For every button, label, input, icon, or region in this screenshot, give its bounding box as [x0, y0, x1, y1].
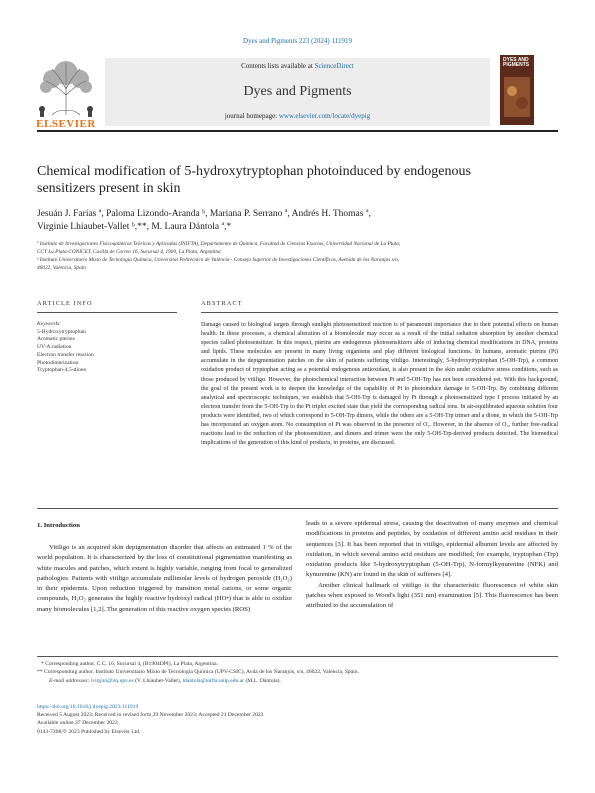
email-name-1: (V. Lhiaubet-Vallet),	[133, 677, 183, 684]
intro-right-paragraph-2: Another clinical hallmark of vitiligo is the characteristic fluorescence of white skin patches when exposed to Wood's light (351 nm) examination [5]. This fluorescence has been attributed to the accumulation of	[306, 581, 558, 610]
journal-reference[interactable]: Dyes and Pigments 223 (2024) 111919	[243, 37, 352, 45]
elsevier-wordmark: ELSEVIER	[36, 118, 96, 130]
contents-line	[105, 62, 490, 70]
publication-info	[37, 703, 337, 736]
copyright: 0143-7208/© 2023 Published by Elsevier Ltd.	[37, 728, 141, 735]
abstract-rule	[201, 312, 558, 313]
affiliation-a-line-1: ª Instituto de Investigaciones Fisicoquímicas Teóricas y Aplicadas (INIFTA), Departamento de Química, Facultad de Ciencias Exactas, Universidad Nacional de La Plata,	[37, 241, 401, 247]
keywords-block	[37, 321, 177, 375]
keywords-label: Keywords:	[37, 321, 62, 327]
abstract-bottom-rule	[37, 508, 558, 509]
intro-right-column	[306, 519, 558, 612]
abstract-text: Damage caused to biological targets through sunlight photosensitized reaction is of paramount importance due to their potential effects on human health. In these processes, a chemical alteration of a biomolecule may occur as a result of the initial radiation absorption by another chemical species called photosensitizer. In this respect, pterins are endogenous photosensitizers able of inducing chemical modifications in DNA, proteins and lipids. These molecules are present in many living organisms and play different biological functions. In humans, aromatic pterins (Pt) accumulate in the depigmentation patches on the skin of patients suffering vitiligo. Interestingly, 5-hydroxytryptophan (5-OH-Trp), a common oxidation product of tryptophan acting as a potential endogenous antioxidant, is also present in the skin under oxidative stress conditions, such as those produced by vitiligo. However, the photochemical interaction between Pt and 5-OH-Trp has not been considered yet. With this background, the goal of the present work is to deepen the knowledge of the capability of Pt to photoinduce damage to 5-OH-Trp. By combining different analytical and spectroscopic techniques, we establish that 5-OH-Trp is damaged by Pt through a photosensitized type I process initiated by an electron transfer from the 5-OH-Trp to the Pt triplet excited state that yield the corresponding radical ions. In air-equilibrated aqueous solution four products were identified, two of which correspond to 5-OH-Trp dimers, while the others are a 5-OH-Trp trimer and a dione, in which the 5-OH-Trp has incorporated an oxygen atom. No consumption of Pt was observed in the presence of O₂. However, in the absence of O₂, further free-radical reactions lead to the reduction of the photosensitizer, and dimers and trimer were the only 5-OH-Trp-derived products detected. The biomedical implications of the generation of this kind of products, in proteins, are discussed.	[201, 322, 558, 447]
doi-link[interactable]: https://doi.org/10.1016/j.dyepig.2023.111919	[37, 704, 139, 710]
available-online: Available online 27 December 2023	[37, 720, 118, 727]
footnote-rule	[37, 656, 558, 657]
author-list	[37, 208, 557, 234]
email-link-2[interactable]: ldantola@inifta.unlp.edu.ar	[182, 677, 245, 684]
homepage-line	[105, 112, 490, 120]
affiliation-b-line-2: 46022, Valencia, Spain	[37, 265, 86, 271]
elsevier-tree-logo	[32, 55, 100, 125]
article-info-heading: ARTICLE INFO	[37, 300, 93, 307]
homepage-prefix: journal homepage:	[224, 112, 279, 120]
corresponding-author-1: * Corresponding author. C.C. 16, Sucursal 4, (B1904DPI), La Plata, Argentina.	[41, 661, 219, 667]
footnotes	[37, 660, 557, 685]
sciencedirect-link[interactable]: ScienceDirect	[314, 62, 354, 70]
section-heading-introduction: 1. Introduction	[37, 522, 80, 529]
header-rule	[37, 130, 558, 132]
intro-left-column: Vitiligo is an acquired skin depigmentation disorder that affects an estimated 1 % of the world population. It is characterized by the loss of constitutional pigmentation manifesting as white macules and patches, which extent is highly variable, ranging from focal to generalized pathologies. Patients with vitiligo accumulate millimolar levels of hydrogen peroxide (H₂O₂) in their epidermis. Upon reduction triggered by transition metal cations, or some organic compounds, H₂O₂ generates the highly reactive hydroxyl radical (HO•) that is able to oxidize many biomolecules [1,2]. The generation of this reactive oxygen species (ROS)	[37, 544, 292, 613]
authors-line-1[interactable]: Jesuán J. Farías ª, Paloma Lizondo-Aranda ᵇ, Mariana P. Serrano ª, Andrés H. Thomas ª,	[37, 209, 371, 219]
cover-title: DYES AND PIGMENTS	[503, 57, 530, 69]
keyword-item: Tryptophan-4,5-dione	[37, 367, 87, 374]
keyword-item: 5-Hydroxytryptophan	[37, 328, 86, 335]
corresponding-author-2: ** Corresponding author. Instituto Universitario Mixto de Tecnología Química (UPV-CSIC), Avda de los Naranjos, s/n, 46022, Valencia, Spain.	[37, 669, 359, 676]
affiliation-b-line-1: ᵇ Instituto Universitario Mixto de Tecnología Química, Universitat Politècnica de València - Consejo Superior de Investigaciones Científicas, Avenida de los Naranjos s/n,	[37, 257, 400, 263]
keyword-item: Electron transfer reaction	[37, 351, 94, 358]
email-link-1[interactable]: lvirgini@itq.upv.es	[90, 677, 134, 684]
cover-art-icon	[500, 55, 534, 125]
intro-right-paragraph-1: leads to a severe epidermal stress, causing the deactivation of many enzymes and chemical modifications in proteins and peptides, by oxidation of different amino acid residues in their sequences [3]. It has been reported that in vitiligo, epidermal albumin levels are affected by oxidation, in which several amino acid residues are modified; for example, tryptophan (Trp) oxidation products like 5-hydroxytryptophan (5-OH-Trp), N-formylkynurenine (NFK) and kynurenine (KN) are found in the skin of sufferers [4].	[306, 520, 558, 579]
email-label: E-mail addresses:	[49, 677, 91, 684]
abstract-heading: ABSTRACT	[201, 300, 243, 307]
contents-prefix: Contents lists available at	[241, 62, 315, 70]
article-title: Chemical modification of 5-hydroxytryptophan photoinduced by endogenous sensitizers present in skin	[37, 164, 471, 196]
affiliation-a-line-2: CCT La Plata-CONICET, Casilla de Correo 16, Sucursal 4, 1900, La Plata, Argentina	[37, 249, 221, 255]
keyword-item: Photodimerization	[37, 359, 79, 366]
email-name-2: (M.L. Dántola).	[244, 677, 281, 684]
journal-name: Dyes and Pigments	[243, 84, 352, 99]
authors-line-2[interactable]: Virginie Lhiaubet-Vallet ᵇ,**, M. Laura Dántola ª,*	[37, 222, 232, 232]
received-dates: Received 5 August 2023; Received in revised form 29 November 2023; Accepted 21 December 2023	[37, 712, 264, 719]
homepage-link[interactable]: www.elsevier.com/locate/dyepig	[278, 112, 371, 120]
article-info-rule	[37, 312, 177, 313]
keyword-item: Aromatic pterins	[37, 336, 75, 343]
affiliations	[37, 240, 557, 272]
email-line	[37, 677, 557, 685]
keyword-item: UV-A radiation	[37, 344, 72, 351]
journal-cover-thumbnail	[500, 55, 534, 125]
